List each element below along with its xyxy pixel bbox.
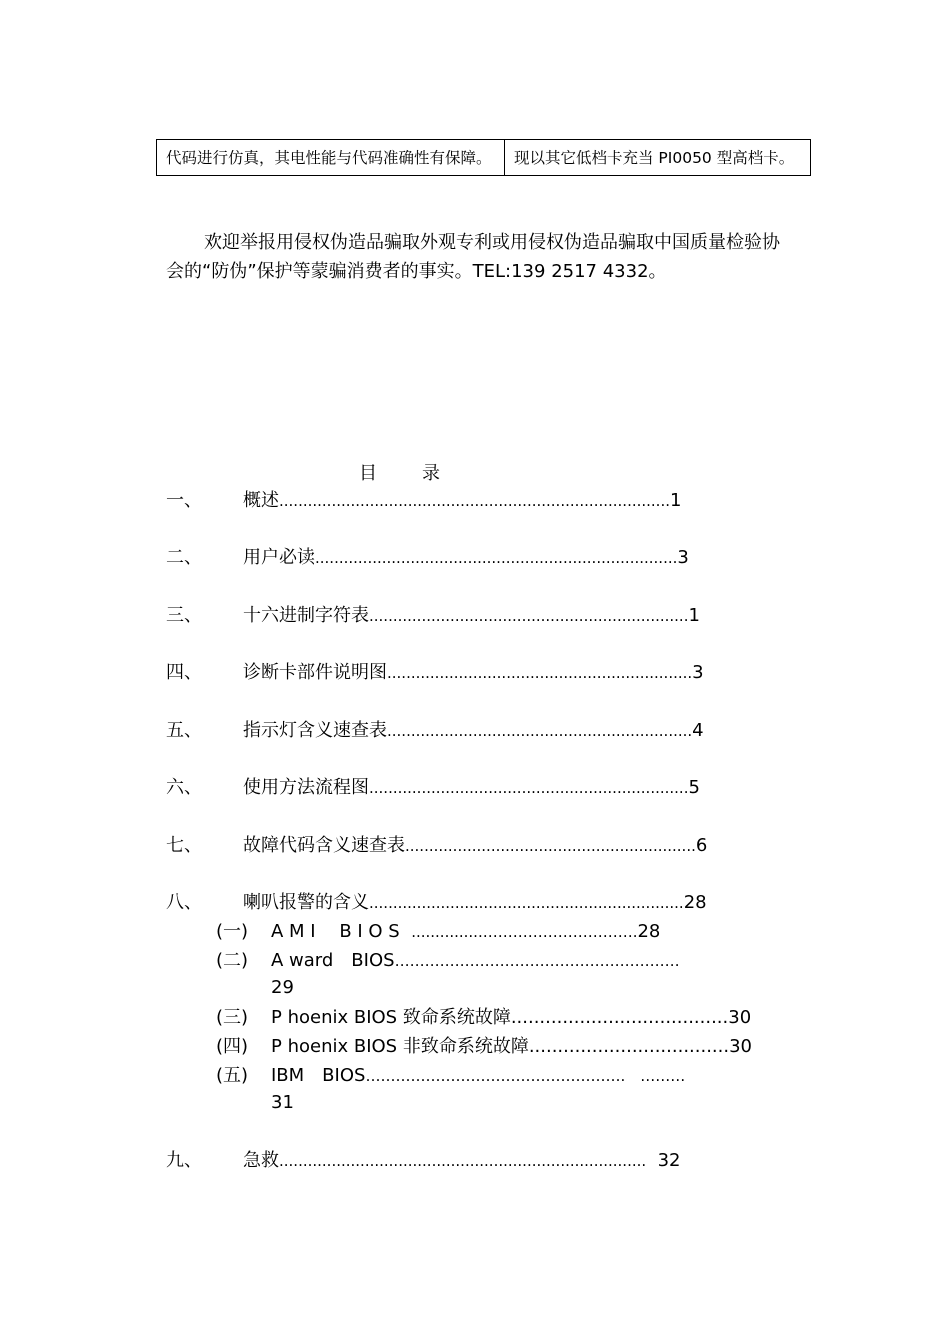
toc-leader-dots: ...............…………………………. bbox=[411, 923, 638, 941]
toc-entry[interactable] bbox=[166, 774, 700, 802]
toc-entry[interactable] bbox=[166, 602, 700, 630]
toc-entry-number: 八、 bbox=[166, 892, 202, 913]
toc-entry-page: 3 bbox=[677, 547, 689, 568]
toc-entry-title: 用户必读 bbox=[243, 547, 315, 568]
toc-leader-dots: ………………………………………………… bbox=[394, 952, 680, 970]
toc-entry-number: 三、 bbox=[166, 605, 202, 626]
table-cell-right: 现以其它低档卡充当 PI0050 型高档卡。 bbox=[505, 140, 811, 176]
toc-entry-number: 二、 bbox=[166, 547, 202, 568]
toc-entry[interactable] bbox=[166, 889, 707, 917]
toc-entry-number: 五、 bbox=[166, 720, 202, 741]
toc-sub-entry[interactable] bbox=[216, 1033, 752, 1061]
toc-entry-title: 指示灯含义速查表 bbox=[243, 720, 387, 741]
toc-leader-dots: ................................................................ bbox=[387, 664, 693, 682]
toc-entry-title: 急救 bbox=[243, 1150, 279, 1171]
toc-sub-number: (五) bbox=[216, 1065, 249, 1086]
toc-sub-entry[interactable] bbox=[216, 1004, 751, 1032]
toc-entry-page: 1 bbox=[688, 605, 700, 626]
toc-entry[interactable] bbox=[166, 544, 689, 572]
toc-sub-title: A M I B I O S bbox=[271, 921, 400, 942]
toc-entry-title: 诊断卡部件说明图 bbox=[243, 662, 387, 683]
toc-entry-page: 1 bbox=[669, 490, 682, 511]
toc-leader-dots: ................................................................... bbox=[369, 779, 689, 797]
toc-entry-title: 故障代码含义速查表 bbox=[243, 835, 405, 856]
toc-entry-page: 4 bbox=[692, 720, 704, 741]
toc-entry-title: 概述 bbox=[243, 490, 279, 511]
toc-title-char-1: 目 bbox=[359, 463, 377, 484]
toc-entry[interactable] bbox=[166, 717, 704, 745]
toc-sub-entry[interactable] bbox=[216, 1062, 685, 1090]
toc-sub-title: A ward BIOS bbox=[271, 950, 395, 971]
toc-leader-dots: ................................... bbox=[528, 1036, 730, 1057]
toc-leader-dots: ……………………………………………. ……… bbox=[365, 1067, 686, 1085]
toc-sub-page: 30 bbox=[729, 1036, 752, 1057]
toc-entry-number: 七、 bbox=[166, 835, 202, 856]
toc-sub-number: (三) bbox=[216, 1007, 249, 1028]
toc-leader-dots: ................................................................ bbox=[387, 722, 693, 740]
toc-entry[interactable] bbox=[166, 487, 681, 515]
toc-entry-page: 3 bbox=[692, 662, 704, 683]
toc-entry-number: 九、 bbox=[166, 1150, 202, 1171]
toc-entry[interactable] bbox=[166, 659, 704, 687]
toc-sub-title: P hoenix BIOS 非致命系统故障 bbox=[271, 1036, 529, 1057]
toc-leader-dots: ...................................... bbox=[510, 1007, 729, 1028]
toc-entry-title: 喇叭报警的含义 bbox=[243, 892, 369, 913]
toc-title-char-2: 录 bbox=[422, 463, 440, 484]
toc-sub-page: 31 bbox=[271, 1092, 294, 1113]
toc-leader-dots: ............................................................................ bbox=[315, 549, 678, 567]
toc-sub-page: 28 bbox=[637, 921, 661, 942]
toc-sub-number: (一) bbox=[216, 921, 249, 942]
toc-leader-dots: ............................................................................. bbox=[279, 1152, 647, 1170]
toc-entry-page: 6 bbox=[695, 835, 708, 856]
toc-leader-dots: .................................................................. bbox=[369, 894, 684, 912]
toc-leader-dots: ................................................................... bbox=[369, 607, 689, 625]
toc-entry-title: 十六进制字符表 bbox=[243, 605, 369, 626]
toc-entry-page: 28 bbox=[683, 892, 707, 913]
toc-sub-title: IBM BIOS bbox=[271, 1065, 366, 1086]
toc-sub-entry[interactable] bbox=[216, 947, 680, 975]
toc-entry-number: 四、 bbox=[166, 662, 202, 683]
toc-entry-page: 5 bbox=[688, 777, 700, 798]
toc-sub-entry[interactable] bbox=[216, 918, 660, 946]
toc-leader-dots: ............................................................. bbox=[405, 837, 696, 855]
toc-sub-page: 30 bbox=[728, 1007, 752, 1028]
toc-sub-number: (四) bbox=[216, 1036, 249, 1057]
toc-entry[interactable] bbox=[166, 1147, 681, 1175]
toc-title bbox=[359, 459, 440, 485]
toc-entry-number: 六、 bbox=[166, 777, 202, 798]
toc-entry[interactable] bbox=[166, 832, 707, 860]
toc-entry-page: 32 bbox=[657, 1150, 681, 1171]
table-cell-left: 代码进行仿真，其电性能与代码准确性有保障。 bbox=[157, 140, 505, 176]
toc-sub-title: P hoenix BIOS 致命系统故障 bbox=[271, 1007, 511, 1028]
comparison-table bbox=[156, 139, 811, 176]
toc-entry-title: 使用方法流程图 bbox=[243, 777, 369, 798]
report-notice: 欢迎举报用侵权伪造品骗取外观专利或用侵权伪造品骗取中国质量检验协会的“防伪”保护等蒙骗消费者的事实。TEL:139 2517 4332。 bbox=[166, 232, 780, 282]
table-row bbox=[157, 140, 811, 176]
toc-leader-dots: .................................................................................. bbox=[279, 492, 670, 510]
toc-sub-number: (二) bbox=[216, 950, 249, 971]
toc-entry-number: 一、 bbox=[166, 490, 202, 511]
toc-sub-page: 29 bbox=[271, 977, 294, 998]
